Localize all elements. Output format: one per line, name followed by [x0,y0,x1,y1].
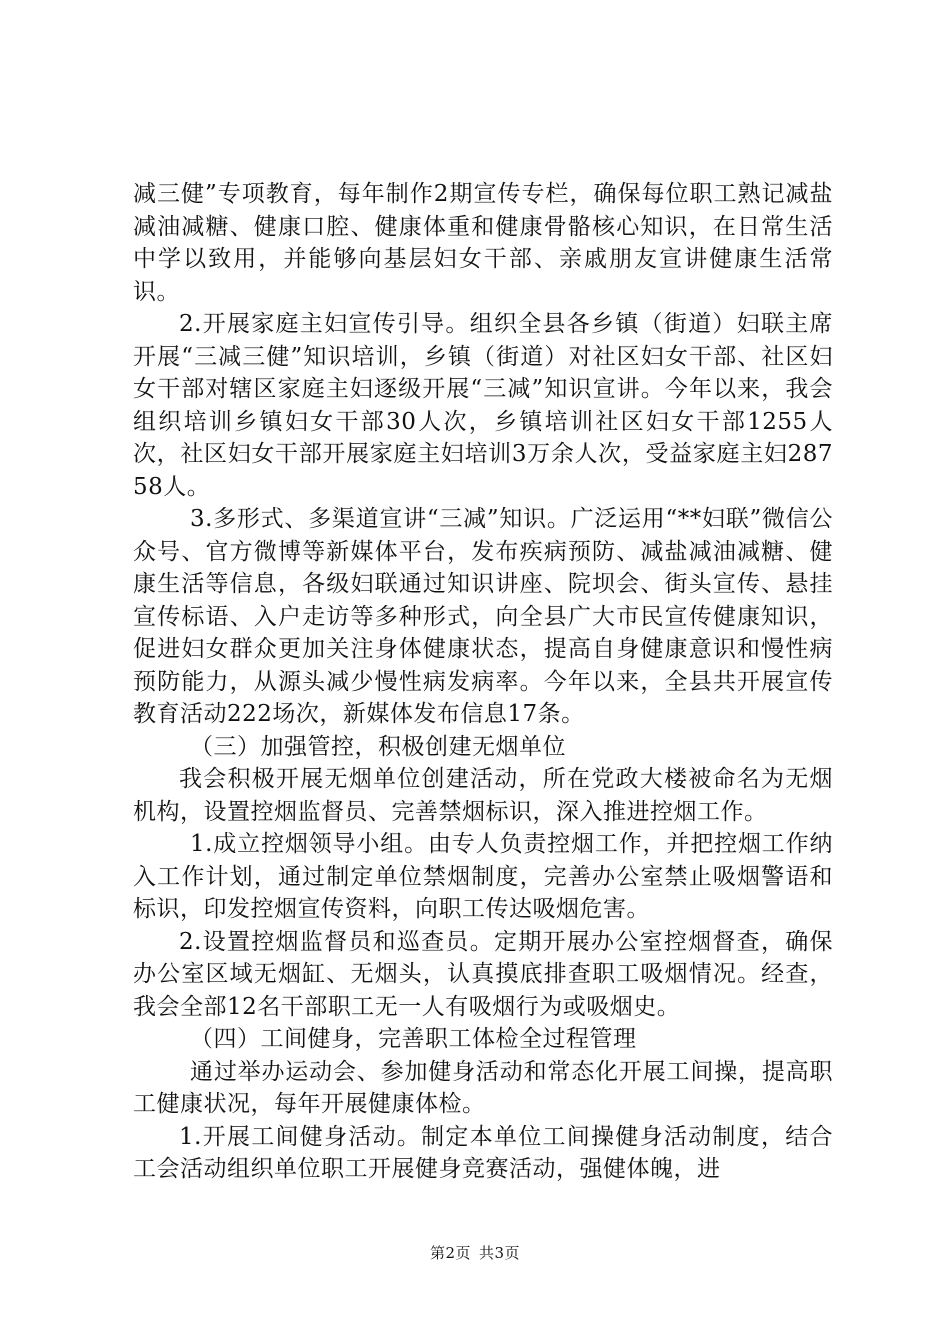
paragraph: 减三健”专项教育，每年制作2期宣传专栏，确保每位职工熟记减盐减油减糖、健康口腔、健康体重和健康骨骼核心知识，在日常生活中学以致用，并能够向基层妇女干部、亲戚朋友宣讲健康生活常识。 [133,181,833,305]
section-heading: （三）加强管控，积极创建无烟单位 [190,733,566,760]
document-body [133,178,833,1186]
section-heading: （四）工间健身，完善职工体检全过程管理 [190,1026,637,1052]
paragraph: 通过举办运动会、参加健身活动和常态化开展工间操，提高职工健康状况，每年开展健康体检。 [133,1058,833,1117]
paragraph: 2.开展家庭主妇宣传引导。组织全县各乡镇（街道）妇联主席开展“三减三健”知识培训，乡镇（街道）对社区妇女干部、社区妇女干部对辖区家庭主妇逐级开展“三减”知识宣讲。今年以来，我会组织培训乡镇妇女干部30人次，乡镇培训社区妇女干部1255人次，社区妇女干部开展家庭主妇培训3万余人次，受益家庭主妇28758人。 [133,311,833,500]
paragraph: 1.开展工间健身活动。制定本单位工间操健身活动制度，结合工会活动组织单位职工开展健身竞赛活动，强健体魄，进 [133,1123,833,1182]
page-number: 第2页 [429,1244,471,1262]
paragraph: 1.成立控烟领导小组。由专人负责控烟工作，并把控烟工作纳入工作计划，通过制定单位禁烟制度，完善办公室禁止吸烟警语和标识，印发控烟宣传资料，向职工传达吸烟危害。 [133,831,833,922]
paragraph: 我会积极开展无烟单位创建活动，所在党政大楼被命名为无烟机构，设置控烟监督员、完善禁烟标识，深入推进控烟工作。 [133,766,833,825]
paragraph: 3.多形式、多渠道宣讲“三减”知识。广泛运用“**妇联”微信公众号、官方微博等新媒体平台，发布疾病预防、减盐减油减糖、健康生活等信息，各级妇联通过知识讲座、院坝会、街头宣传、悬挂宣传标语、入户走访等多种形式，向全县广大市民宣传健康知识，促进妇女群众更加关注身体健康状态，提高自身健康意识和慢性病预防能力，从源头减少慢性病发病率。今年以来，全县共开展宣传教育活动222场次，新媒体发布信息17条。 [133,506,833,727]
page-footer [0,1242,950,1263]
page-total: 共3页 [479,1244,521,1262]
paragraph: 2.设置控烟监督员和巡查员。定期开展办公室控烟督查，确保办公室区域无烟缸、无烟头，认真摸底排查职工吸烟情况。经查，我会全部12名干部职工无一人有吸烟行为或吸烟史。 [133,928,833,1020]
